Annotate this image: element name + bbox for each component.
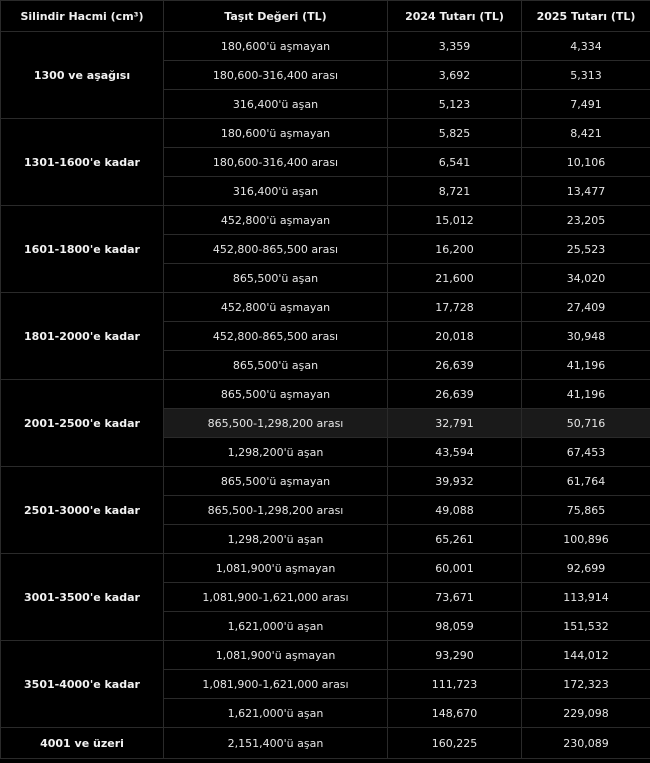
amount-2024-cell: 21,600	[388, 264, 522, 293]
amount-2024-cell: 8,721	[388, 177, 522, 206]
amount-2025-cell: 41,196	[522, 380, 650, 409]
amount-2024-cell: 43,594	[388, 438, 522, 467]
amount-2024-cell: 17,728	[388, 293, 522, 322]
vehicle-value-cell: 180,600-316,400 arası	[164, 148, 388, 177]
vehicle-value-cell: 180,600'ü aşmayan	[164, 119, 388, 148]
table-row	[1, 293, 650, 322]
header-row	[1, 1, 650, 32]
vehicle-value-cell: 1,081,900'ü aşmayan	[164, 554, 388, 583]
amount-2025-cell: 30,948	[522, 322, 650, 351]
vehicle-value-cell: 1,081,900'ü aşmayan	[164, 641, 388, 670]
amount-2025-cell: 50,716	[522, 409, 650, 438]
engine-volume-group: 4001 ve üzeri	[1, 728, 164, 759]
vehicle-value-cell: 865,500'ü aşan	[164, 264, 388, 293]
engine-volume-group: 3001-3500'e kadar	[1, 554, 164, 641]
amount-2024-cell: 49,088	[388, 496, 522, 525]
table-row	[1, 380, 650, 409]
engine-volume-group: 1801-2000'e kadar	[1, 293, 164, 380]
engine-volume-group: 1300 ve aşağısı	[1, 32, 164, 119]
header-engine-volume: Silindir Hacmi (cm³)	[1, 1, 164, 32]
vehicle-value-cell: 865,500-1,298,200 arası	[164, 496, 388, 525]
vehicle-value-cell: 452,800'ü aşmayan	[164, 293, 388, 322]
amount-2025-cell: 4,334	[522, 32, 650, 61]
vehicle-value-cell: 1,298,200'ü aşan	[164, 525, 388, 554]
table-row	[1, 119, 650, 148]
amount-2025-cell: 67,453	[522, 438, 650, 467]
engine-volume-group: 2501-3000'e kadar	[1, 467, 164, 554]
amount-2025-cell: 41,196	[522, 351, 650, 380]
table-header	[1, 1, 650, 32]
vehicle-value-cell: 1,621,000'ü aşan	[164, 612, 388, 641]
vehicle-value-cell: 316,400'ü aşan	[164, 177, 388, 206]
amount-2025-cell: 144,012	[522, 641, 650, 670]
table-row	[1, 206, 650, 235]
amount-2024-cell: 15,012	[388, 206, 522, 235]
amount-2024-cell: 3,692	[388, 61, 522, 90]
amount-2025-cell: 13,477	[522, 177, 650, 206]
vehicle-value-cell: 452,800-865,500 arası	[164, 322, 388, 351]
vehicle-value-cell: 1,081,900-1,621,000 arası	[164, 583, 388, 612]
amount-2024-cell: 6,541	[388, 148, 522, 177]
amount-2025-cell: 61,764	[522, 467, 650, 496]
amount-2025-cell: 229,098	[522, 699, 650, 728]
vehicle-value-cell: 452,800'ü aşmayan	[164, 206, 388, 235]
amount-2025-cell: 113,914	[522, 583, 650, 612]
vehicle-value-cell: 865,500-1,298,200 arası	[164, 409, 388, 438]
amount-2024-cell: 3,359	[388, 32, 522, 61]
vehicle-value-cell: 1,298,200'ü aşan	[164, 438, 388, 467]
amount-2025-cell: 25,523	[522, 235, 650, 264]
amount-2025-cell: 7,491	[522, 90, 650, 119]
amount-2025-cell: 8,421	[522, 119, 650, 148]
amount-2025-cell: 10,106	[522, 148, 650, 177]
amount-2024-cell: 160,225	[388, 728, 522, 759]
amount-2025-cell: 27,409	[522, 293, 650, 322]
amount-2024-cell: 26,639	[388, 380, 522, 409]
amount-2024-cell: 32,791	[388, 409, 522, 438]
vehicle-value-cell: 452,800-865,500 arası	[164, 235, 388, 264]
table-row	[1, 641, 650, 670]
table-row	[1, 728, 650, 759]
header-amount-2025: 2025 Tutarı (TL)	[522, 1, 650, 32]
amount-2024-cell: 5,825	[388, 119, 522, 148]
vehicle-value-cell: 2,151,400'ü aşan	[164, 728, 388, 759]
amount-2024-cell: 20,018	[388, 322, 522, 351]
header-amount-2024: 2024 Tutarı (TL)	[388, 1, 522, 32]
amount-2024-cell: 73,671	[388, 583, 522, 612]
amount-2025-cell: 75,865	[522, 496, 650, 525]
table-row	[1, 32, 650, 61]
amount-2025-cell: 34,020	[522, 264, 650, 293]
vehicle-value-cell: 865,500'ü aşmayan	[164, 467, 388, 496]
vehicle-value-cell: 865,500'ü aşmayan	[164, 380, 388, 409]
amount-2025-cell: 172,323	[522, 670, 650, 699]
amount-2025-cell: 100,896	[522, 525, 650, 554]
vehicle-value-cell: 1,081,900-1,621,000 arası	[164, 670, 388, 699]
amount-2024-cell: 148,670	[388, 699, 522, 728]
vehicle-value-cell: 180,600-316,400 arası	[164, 61, 388, 90]
amount-2024-cell: 111,723	[388, 670, 522, 699]
engine-volume-group: 2001-2500'e kadar	[1, 380, 164, 467]
amount-2024-cell: 93,290	[388, 641, 522, 670]
amount-2024-cell: 5,123	[388, 90, 522, 119]
amount-2024-cell: 16,200	[388, 235, 522, 264]
amount-2025-cell: 230,089	[522, 728, 650, 759]
amount-2025-cell: 92,699	[522, 554, 650, 583]
engine-volume-group: 1601-1800'e kadar	[1, 206, 164, 293]
amount-2025-cell: 5,313	[522, 61, 650, 90]
amount-2025-cell: 23,205	[522, 206, 650, 235]
amount-2024-cell: 26,639	[388, 351, 522, 380]
vehicle-value-cell: 316,400'ü aşan	[164, 90, 388, 119]
amount-2024-cell: 39,932	[388, 467, 522, 496]
vehicle-value-cell: 865,500'ü aşan	[164, 351, 388, 380]
table-row	[1, 467, 650, 496]
amount-2024-cell: 60,001	[388, 554, 522, 583]
amount-2024-cell: 65,261	[388, 525, 522, 554]
header-vehicle-value: Taşıt Değeri (TL)	[164, 1, 388, 32]
table-body	[1, 32, 650, 759]
amount-2024-cell: 98,059	[388, 612, 522, 641]
table-row	[1, 554, 650, 583]
engine-volume-group: 1301-1600'e kadar	[1, 119, 164, 206]
vehicle-value-cell: 1,621,000'ü aşan	[164, 699, 388, 728]
amount-2025-cell: 151,532	[522, 612, 650, 641]
engine-volume-group: 3501-4000'e kadar	[1, 641, 164, 728]
vehicle-value-cell: 180,600'ü aşmayan	[164, 32, 388, 61]
